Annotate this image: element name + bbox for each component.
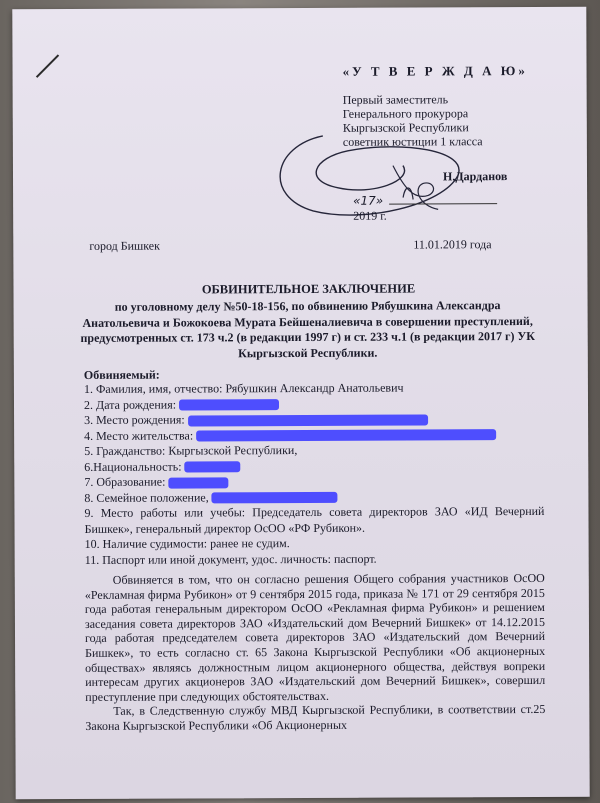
approval-line: Кыргызской Республики: [342, 120, 469, 135]
field-workplace: 9. Место работы или учебы: Председатель совета директоров ЗАО «ИД Вечерний Бишкек», генеральный директор ОсОО «РФ Рубикон».: [84, 503, 545, 536]
field-birthplace: 3. Место рождения:: [84, 412, 185, 427]
approval-line: Первый заместитель: [342, 92, 449, 107]
field-education: 7. Образование:: [84, 474, 166, 489]
city-label: город Бишкек: [89, 238, 160, 253]
body-paragraph: Обвиняется в том, что он согласно решения Общего собрания участников ОсОО «Рекламная фирма Рубикон» от 9 сентября 2015 года, приказа № 171 от 29 сентября 2015 года работая генеральным директором ОсОО «Рекламная фирма Рубикон» и решением заседания совета директоров ЗАО «Издательский дом Вечерний Бишкек» от 14.12.2015 года работая председателем совета директоров ЗАО «Издательский дом Вечерний Бишкек», то есть согласно ст. 65 Закона Кыргызской Республики «Об акционерных обществах» являясь должностным лицом акционерного общества, действуя вопреки интересам других акционеров ЗАО «Издательский дом Вечерний Бишкек», совершил преступление при следующих обстоятельствах.: [84, 570, 546, 704]
approver-name: Н.Дарданов: [442, 169, 508, 184]
field-row: [84, 504, 544, 537]
document-date: 11.01.2019 года: [413, 237, 492, 252]
approval-date-year: 2019 г.: [353, 208, 387, 223]
document-page: [12, 7, 589, 799]
redaction-mark: [179, 399, 279, 410]
approval-line: советник юстиции 1 класса: [342, 134, 483, 149]
redaction-mark: [185, 462, 241, 473]
redaction-mark: [188, 414, 428, 426]
pen-stroke-mark: [32, 51, 62, 81]
field-criminal-record: 10. Наличие судимости: ранее не судим.: [84, 536, 290, 551]
document-subtitle: по уголовному делу №50-18-156, по обвинению Рябушкина Александра Анатольевича и Божокоева Мурата Бейшеналиевича в совершении преступлений, предусмотренных ст. 173 ч.2 (в редакции 1997 г) и ст. 233 ч.1 (в редакции 2017 г) УК Кыргызской Республики.: [80, 298, 535, 361]
redaction-mark: [196, 429, 496, 441]
approval-title: «У Т В Е Р Ж Д А Ю»: [342, 63, 528, 79]
field-fullname: 1. Фамилия, имя, отчество: Рябушкин Александр Анатольевич: [83, 380, 404, 396]
field-id-document: 11. Паспорт или иной документ, удос. личность: паспорт.: [84, 551, 377, 567]
approval-line: Генерального прокурора: [342, 106, 469, 121]
field-residence: 4. Место жительства:: [84, 427, 194, 443]
approval-date: [353, 193, 523, 224]
approval-date-line: [389, 203, 497, 204]
redaction-mark: [212, 492, 338, 504]
field-citizenship: 5. Гражданство: Кыргызской Республики,: [84, 443, 298, 458]
field-row: [85, 550, 545, 568]
field-birthdate: 2. Дата рождения:: [83, 397, 177, 412]
field-family-status: 8. Семейное положение,: [84, 489, 209, 505]
accused-heading: Обвиняемый:: [83, 367, 160, 382]
redaction-mark: [168, 477, 228, 488]
approval-date-day: «17»: [353, 193, 384, 208]
field-nationality: 6.Национальность:: [84, 459, 182, 474]
accusation-body: [85, 571, 546, 734]
accused-fields: [84, 380, 545, 568]
body-paragraph: Так, в Следственную службу МВД Кыргызской Республики, в соответствии ст.25 Закона Кыргызской Республики «Об Акционерных: [85, 702, 546, 733]
document-title: ОБВИНИТЕЛЬНОЕ ЗАКЛЮЧЕНИЕ: [201, 281, 416, 297]
